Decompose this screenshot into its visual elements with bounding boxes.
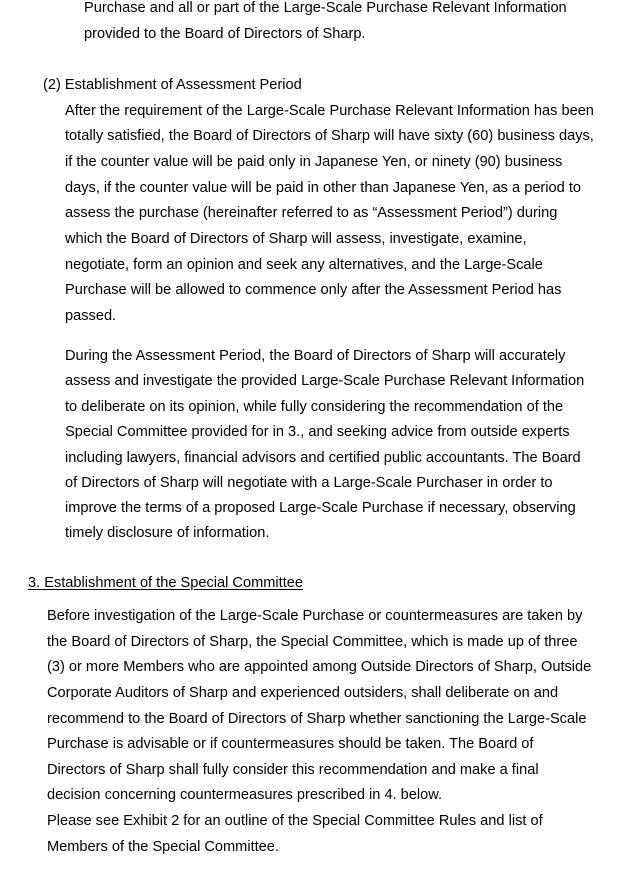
paragraph-line: Before investigation of the Large-Scale Purchase or countermeasures are taken by	[47, 608, 583, 624]
paragraph-line: timely disclosure of information.	[65, 525, 270, 541]
paragraph-line: Special Committee provided for in 3., and seeking advice from outside experts	[65, 424, 570, 440]
continuation-line: provided to the Board of Directors of Sharp.	[84, 26, 366, 42]
paragraph-line: (3) or more Members who are appointed among Outside Directors of Sharp, Outside	[47, 659, 592, 675]
paragraph-line: which the Board of Directors of Sharp will assess, investigate, examine,	[65, 231, 527, 247]
paragraph-line: Members of the Special Committee.	[47, 839, 279, 855]
paragraph-line: Please see Exhibit 2 for an outline of the Special Committee Rules and list of	[47, 813, 543, 829]
paragraph-line: improve the terms of a proposed Large-Scale Purchase if necessary, observing	[65, 500, 576, 516]
paragraph-line: Directors of Sharp shall fully consider this recommendation and make a final	[47, 762, 539, 778]
paragraph-line: if the counter value will be paid only in Japanese Yen, or ninety (90) business	[65, 154, 563, 170]
paragraph-line: assess and investigate the provided Large-Scale Purchase Relevant Information	[65, 373, 585, 389]
paragraph-line: Purchase will be allowed to commence only after the Assessment Period has	[65, 282, 562, 298]
paragraph-line: During the Assessment Period, the Board of Directors of Sharp will accurately	[65, 348, 566, 364]
paragraph-line: recommend to the Board of Directors of Sharp whether sanctioning the Large-Scale	[47, 711, 587, 727]
paragraph-line: assess the purchase (hereinafter referred to as “Assessment Period”) during	[65, 205, 558, 221]
paragraph-line: to deliberate on its opinion, while fully considering the recommendation of the	[65, 399, 564, 415]
paragraph-line: including lawyers, financial advisors and certified public accountants. The Board	[65, 450, 581, 466]
paragraph-line: days, if the counter value will be paid in other than Japanese Yen, as a period to	[65, 180, 581, 196]
section-3-heading: 3. Establishment of the Special Committee	[28, 575, 303, 591]
paragraph-line: Purchase is advisable or if countermeasures should be taken. The Board of	[47, 736, 534, 752]
paragraph-line: decision concerning countermeasures prescribed in 4. below.	[47, 787, 443, 803]
section-2-heading: (2) Establishment of Assessment Period	[43, 77, 302, 93]
paragraph-line: totally satisfied, the Board of Directors of Sharp will have sixty (60) business days,	[65, 128, 594, 144]
paragraph-line: After the requirement of the Large-Scale Purchase Relevant Information has been	[65, 103, 594, 119]
paragraph-line: passed.	[65, 308, 117, 324]
paragraph-line: Corporate Auditors of Sharp and experienced outsiders, shall deliberate on and	[47, 685, 559, 701]
paragraph-line: negotiate, form an opinion and seek any alternatives, and the Large-Scale	[65, 257, 543, 273]
paragraph-line: the Board of Directors of Sharp, the Special Committee, which is made up of three	[47, 634, 578, 650]
paragraph-line: of Directors of Sharp will negotiate with a Large-Scale Purchaser in order to	[65, 475, 553, 491]
continuation-line: Purchase and all or part of the Large-Scale Purchase Relevant Information	[84, 0, 567, 16]
